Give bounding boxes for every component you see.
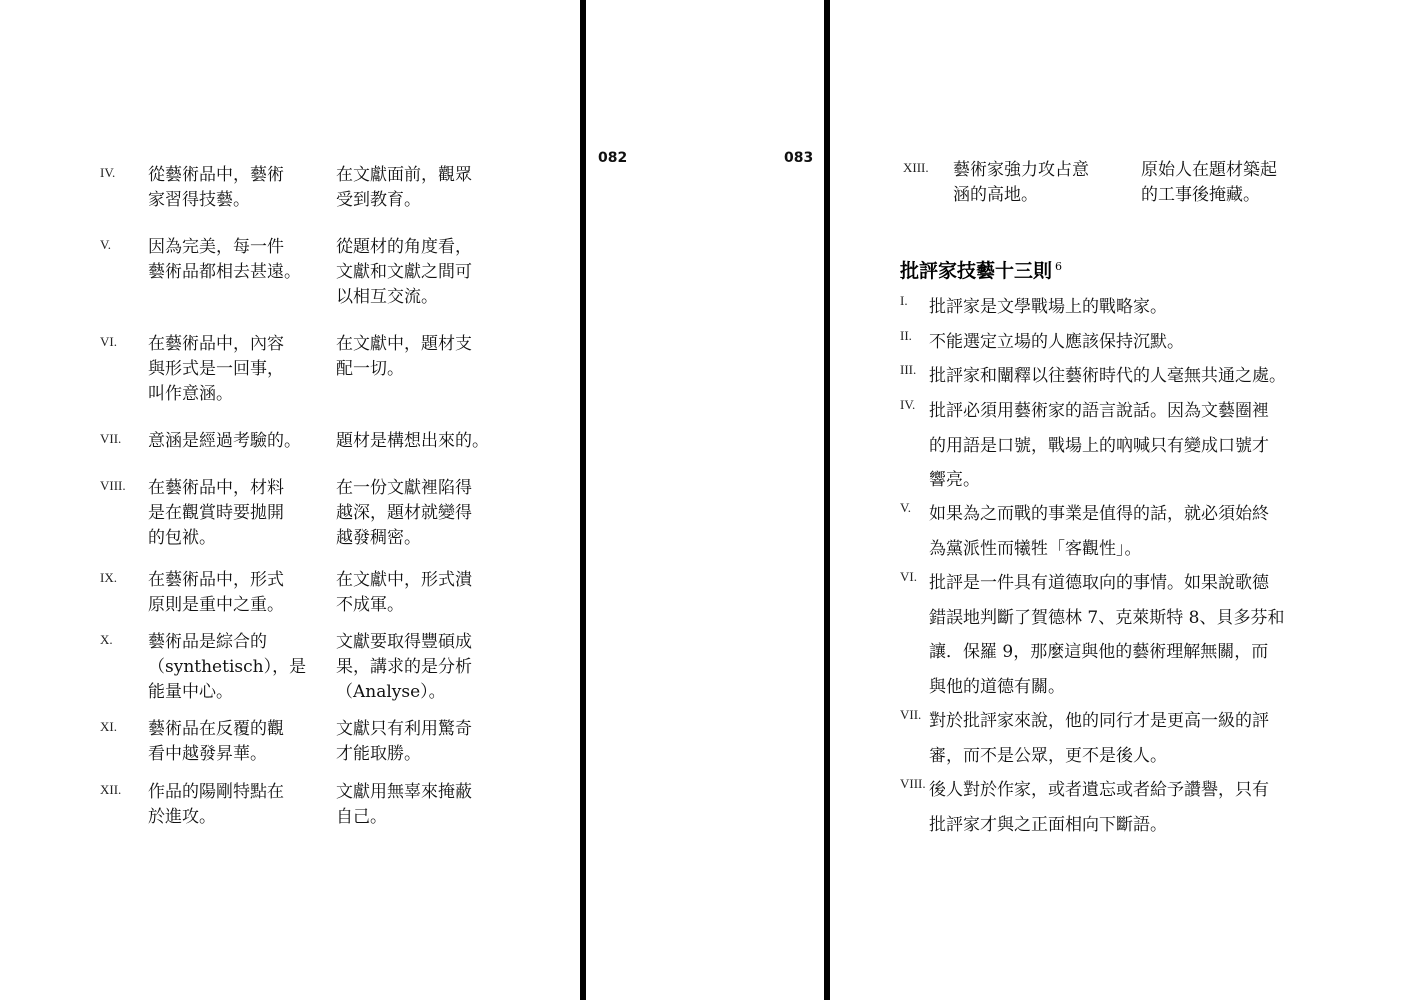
rule-text: 批評必須用藝術家的語言說話。因為文藝圈裡 的用語是口號，戰場上的吶喊只有變成口號才 響亮。 (929, 401, 1269, 490)
rule-text: 不能選定立場的人應該保持沉默。 (929, 332, 1184, 352)
left-page (0, 0, 580, 1000)
rule-number: I. (900, 293, 908, 308)
page-number-left: 082 (598, 150, 628, 166)
item-number: XI. (100, 719, 117, 734)
rule-number: VIII. (900, 776, 926, 791)
footnote-marker: 6 (1055, 259, 1063, 273)
rule-number: II. (900, 328, 912, 343)
rule-text: 批評家是文學戰場上的戰略家。 (929, 297, 1167, 317)
artwork-thesis: 藝術品在反覆的觀 看中越發昇華。 (148, 719, 284, 764)
document-thesis: 在文獻中，題材支 配一切。 (336, 334, 472, 379)
rule-number: VII. (900, 707, 922, 722)
document-thesis: 題材是構想出來的。 (336, 431, 489, 451)
item-number: XII. (100, 782, 122, 797)
document-thesis: 原始人在題材築起 的工事後掩藏。 (1141, 160, 1277, 205)
rule-text: 對於批評家來說，他的同行才是更高一級的評 審，而不是公眾，更不是後人。 (929, 711, 1269, 766)
page-number-right: 083 (784, 150, 814, 166)
document-thesis: 從題材的角度看， 文獻和文獻之間可 以相互交流。 (336, 237, 472, 307)
section-heading (900, 256, 1062, 283)
item-number: VII. (100, 431, 122, 446)
item-number: X. (100, 632, 113, 647)
rule-text: 批評家和闡釋以往藝術時代的人毫無共通之處。 (929, 366, 1286, 386)
artwork-thesis: 藝術家強力攻占意 涵的高地。 (953, 160, 1089, 205)
artwork-thesis: 因為完美，每一件 藝術品都相去甚遠。 (148, 237, 301, 282)
heading-text: 批評家技藝十三則 (900, 260, 1053, 282)
artwork-thesis: 在藝術品中，內容 與形式是一回事， 叫作意涵。 (148, 334, 284, 404)
artwork-thesis: 從藝術品中，藝術 家習得技藝。 (148, 165, 284, 210)
rule-number: V. (900, 500, 911, 515)
document-thesis: 文獻要取得豐碩成 果，講求的是分析 （Analyse）。 (336, 632, 472, 702)
rule-number: IV. (900, 397, 916, 412)
artwork-thesis: 在藝術品中，材料 是在觀賞時要拋開 的包袱。 (148, 478, 284, 548)
document-thesis: 在文獻面前，觀眾 受到教育。 (336, 165, 472, 210)
document-thesis: 在一份文獻裡陷得 越深，題材就變得 越發稠密。 (336, 478, 472, 548)
document-thesis: 文獻用無辜來掩蔽 自己。 (336, 782, 472, 827)
item-number: XIII. (903, 160, 929, 175)
rule-text: 批評是一件具有道德取向的事情。如果說歌德 錯誤地判斷了賀德林 7、克萊斯特 8、貝多芬和 讓．保羅 9，那麼這與他的藝術理解無關，而 與他的道德有關。 (929, 573, 1285, 697)
rule-text: 如果為之而戰的事業是值得的話，就必須始終 為黨派性而犧牲「客觀性」。 (929, 504, 1269, 559)
spine-divider-left (580, 0, 586, 1000)
rule-text: 後人對於作家，或者遺忘或者給予讚譽，只有 批評家才與之正面相向下斷語。 (929, 780, 1269, 835)
document-thesis: 在文獻中，形式潰 不成軍。 (336, 570, 472, 615)
item-number: V. (100, 237, 111, 252)
item-number: VIII. (100, 478, 126, 493)
document-thesis: 文獻只有利用驚奇 才能取勝。 (336, 719, 472, 764)
artwork-thesis: 在藝術品中，形式 原則是重中之重。 (148, 570, 284, 615)
rule-number: VI. (900, 569, 917, 584)
artwork-thesis: 意涵是經過考驗的。 (148, 431, 301, 451)
item-number: IV. (100, 165, 116, 180)
rule-number: III. (900, 362, 917, 377)
item-number: IX. (100, 570, 117, 585)
artwork-thesis: 作品的陽剛特點在 於進攻。 (148, 782, 284, 827)
item-number: VI. (100, 334, 117, 349)
artwork-thesis: 藝術品是綜合的 （synthetisch），是 能量中心。 (148, 632, 307, 702)
